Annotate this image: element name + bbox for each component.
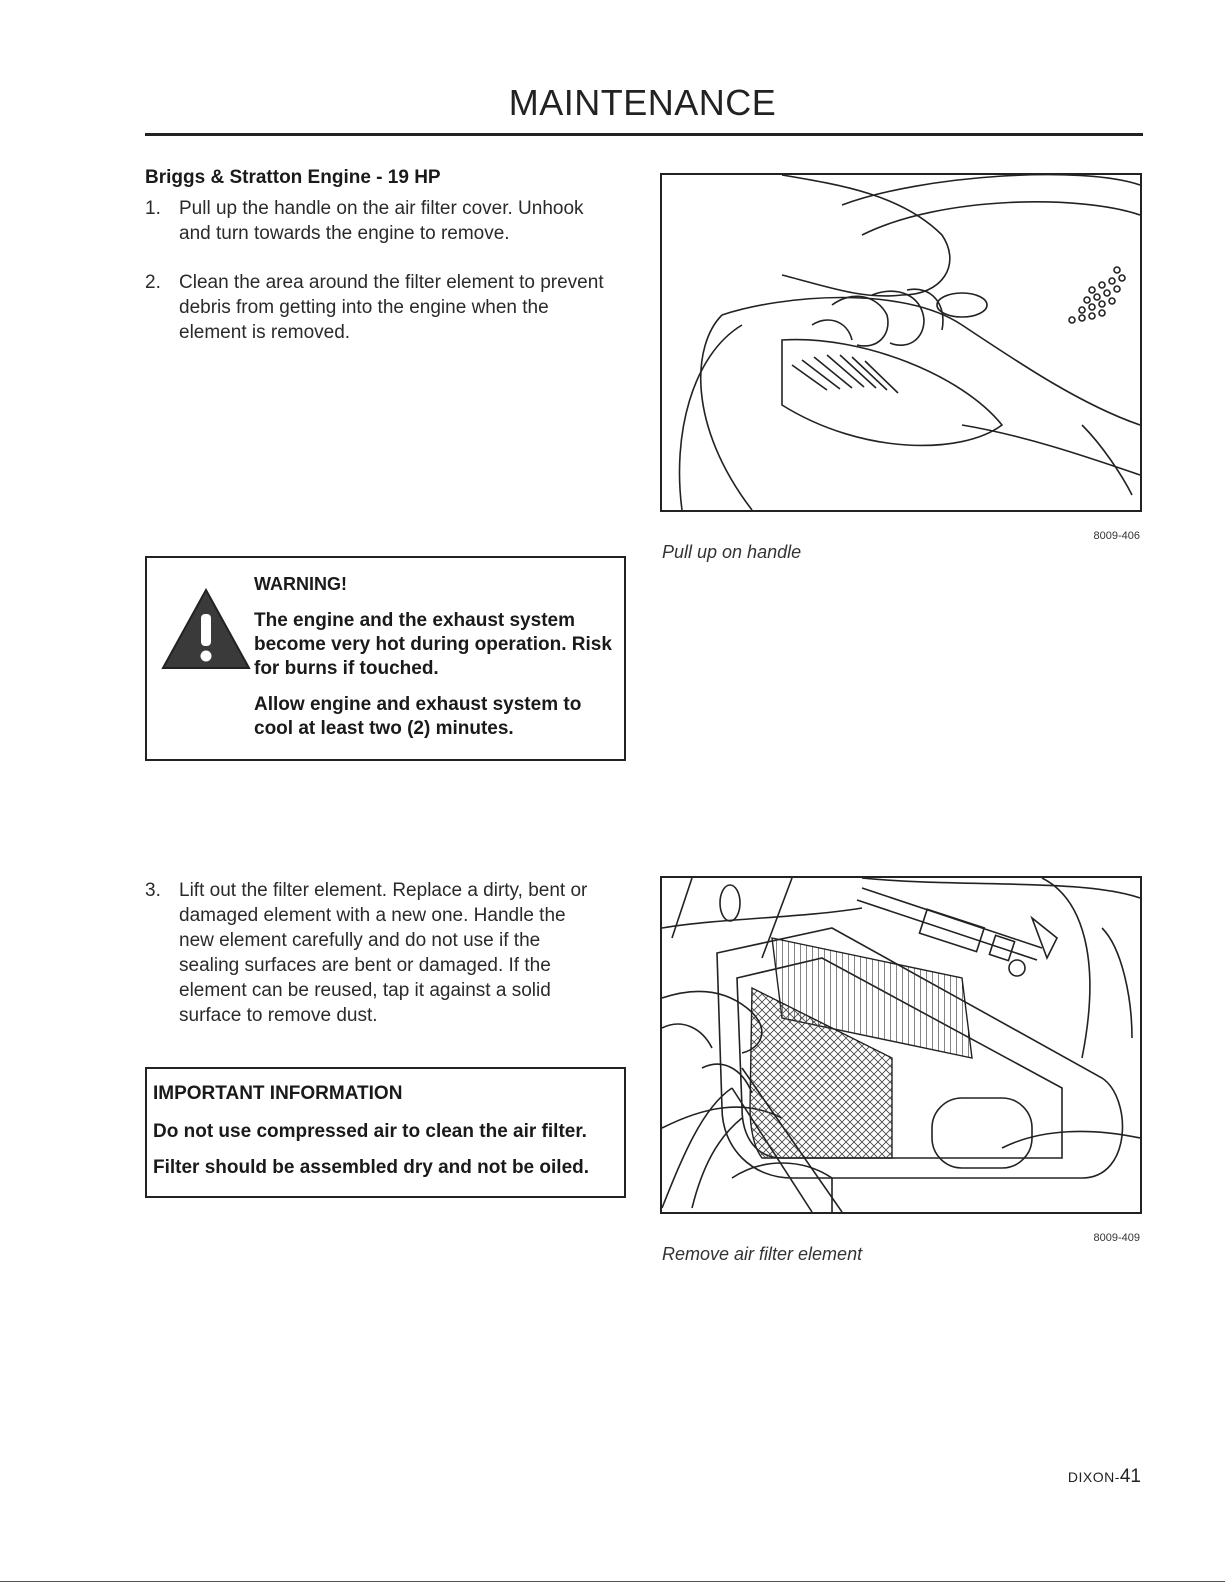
warning-box [145,556,626,761]
warning-text: The engine and the exhaust system become very hot during operation. Risk for burns if touched. [254,610,612,679]
step-number: 1. [145,198,161,219]
important-info-line: Do not use compressed air to clean the air filter. [153,1121,587,1142]
step-2 [145,270,605,345]
figure-pull-handle [660,173,1142,512]
warning-instruction: Allow engine and exhaust system to cool at least two (2) minutes. [254,694,582,739]
warning-title: WARNING! [254,574,347,594]
illustration-pull-handle [662,175,1140,510]
page-number [1068,1466,1141,1488]
title-divider [145,133,1143,136]
figure-caption: Pull up on handle [662,542,802,562]
step-text: Lift out the filter element. Replace a dirty, bent or damaged element with a new one. Handle the new element carefully and do not use if the sealing surfaces are bent or damaged. If the element can be reused, tap it against a solid surface to remove dust. [179,880,588,1026]
figure-code: 8009-409 [1093,1232,1140,1244]
important-info-title: IMPORTANT INFORMATION [153,1083,403,1104]
step-number: 3. [145,880,161,901]
step-text: Pull up the handle on the air filter cover. Unhook and turn towards the engine to remove. [179,198,584,244]
figure-caption: Remove air filter element [662,1244,863,1264]
section-heading: Briggs & Stratton Engine - 19 HP [145,167,441,188]
step-3 [145,878,605,1028]
step-text: Clean the area around the filter element to prevent debris from getting into the engine when the element is removed. [179,272,604,343]
step-1 [145,196,605,246]
important-info-line: Filter should be assembled dry and not be oiled. [153,1157,590,1178]
step-number: 2. [145,272,161,293]
page-title: MAINTENANCE [508,82,777,123]
figure-remove-filter [660,876,1142,1214]
figure-code: 8009-406 [1093,530,1140,542]
page-number-value: 41 [1119,1466,1141,1487]
page-number-prefix: DIXON- [1067,1469,1120,1485]
important-info-box [145,1067,626,1198]
warning-triangle-icon [161,588,251,670]
illustration-remove-filter [662,878,1140,1212]
bottom-rule [0,1581,1225,1582]
